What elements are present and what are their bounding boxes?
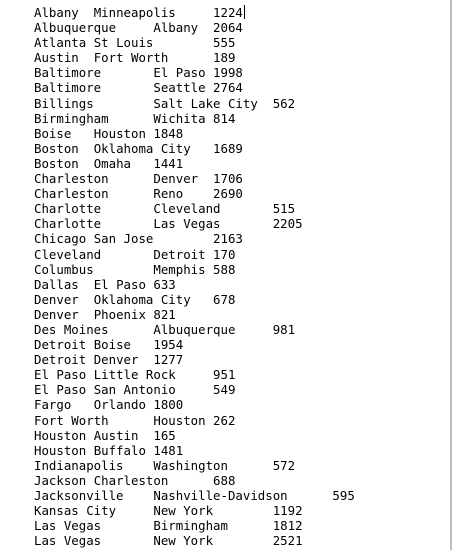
text-line[interactable]	[34, 277, 355, 292]
text-line-content: Albuquerque Albany 2064	[34, 20, 243, 36]
text-line-content: Kansas City New York 1192	[34, 503, 303, 519]
text-line-content: Austin Fort Worth 189	[34, 50, 236, 66]
text-line[interactable]	[34, 458, 355, 473]
text-line-content: El Paso San Antonio 549	[34, 382, 236, 398]
text-line-content: El Paso Little Rock 951	[34, 367, 236, 383]
text-line[interactable]	[34, 367, 355, 382]
text-line[interactable]	[34, 35, 355, 50]
text-line[interactable]	[34, 503, 355, 518]
text-line[interactable]	[34, 337, 355, 352]
text-line-content: Denver Oklahoma City 678	[34, 291, 236, 307]
text-line[interactable]	[34, 352, 355, 367]
text-line-content: Jacksonville Nashville-Davidson 595	[34, 488, 355, 503]
text-line[interactable]	[34, 216, 355, 231]
text-line-content: Chicago San Jose 2163	[34, 231, 243, 247]
text-line[interactable]	[34, 201, 355, 216]
text-line-content: Charlotte Las Vegas 2205	[34, 216, 303, 232]
text-line-content: Fort Worth Houston 262	[34, 412, 236, 428]
text-line-content: Las Vegas New York 2521	[34, 533, 303, 549]
text-line-content: Dallas El Paso 633	[34, 276, 176, 292]
text-line-content: Des Moines Albuquerque 981	[34, 321, 296, 337]
text-line[interactable]	[34, 488, 355, 503]
text-line[interactable]	[34, 518, 355, 533]
text-line-content: Baltimore Seattle 2764	[34, 80, 243, 96]
text-line[interactable]	[34, 533, 355, 548]
text-line[interactable]	[34, 382, 355, 397]
text-line-content: Billings Salt Lake City 562	[34, 95, 296, 111]
text-line-content: Baltimore El Paso 1998	[34, 65, 243, 81]
text-line[interactable]	[34, 111, 355, 126]
text-line[interactable]	[34, 292, 355, 307]
text-line-content: Jackson Charleston 688	[34, 472, 236, 488]
text-line[interactable]	[34, 80, 355, 95]
text-line-content: Fargo Orlando 1800	[34, 397, 184, 413]
text-line[interactable]	[34, 247, 355, 262]
text-line-content: Detroit Denver 1277	[34, 352, 184, 368]
text-line-content: Albany Minneapolis 1224	[34, 5, 243, 20]
text-line[interactable]	[34, 231, 355, 246]
text-line-content: Columbus Memphis 588	[34, 261, 236, 277]
text-line[interactable]	[34, 443, 355, 458]
text-line[interactable]	[34, 65, 355, 80]
text-line-content: Charlotte Cleveland 515	[34, 201, 296, 217]
text-line[interactable]	[34, 20, 355, 35]
text-line[interactable]	[34, 96, 355, 111]
text-line[interactable]	[34, 156, 355, 171]
text-line-content: Boise Houston 1848	[34, 125, 184, 141]
text-caret	[244, 5, 245, 19]
text-line[interactable]	[34, 397, 355, 412]
text-line-content: Charleston Denver 1706	[34, 171, 243, 187]
text-line-content: Detroit Boise 1954	[34, 337, 184, 353]
text-line-content: Birmingham Wichita 814	[34, 110, 236, 126]
text-line[interactable]	[34, 262, 355, 277]
text-line[interactable]	[34, 428, 355, 443]
text-content[interactable]	[34, 5, 355, 548]
text-line-content: Houston Austin 165	[34, 427, 176, 443]
text-line[interactable]	[34, 322, 355, 337]
text-line-content: Denver Phoenix 821	[34, 306, 176, 322]
text-line[interactable]	[34, 307, 355, 322]
text-line-content: Boston Oklahoma City 1689	[34, 140, 243, 156]
text-line-content: Cleveland Detroit 170	[34, 246, 236, 262]
text-line[interactable]	[34, 473, 355, 488]
text-line-content: Houston Buffalo 1481	[34, 442, 184, 458]
text-line[interactable]	[34, 141, 355, 156]
text-line-content: Las Vegas Birmingham 1812	[34, 518, 303, 534]
text-line-content: Boston Omaha 1441	[34, 155, 184, 171]
text-line-content: Charleston Reno 2690	[34, 186, 243, 202]
text-line-content: Indianapolis Washington 572	[34, 457, 296, 473]
text-line[interactable]	[34, 5, 355, 20]
text-line[interactable]	[34, 186, 355, 201]
text-line[interactable]	[34, 50, 355, 65]
text-line[interactable]	[34, 126, 355, 141]
text-line-content: Atlanta St Louis 555	[34, 35, 236, 51]
text-line[interactable]	[34, 413, 355, 428]
text-line[interactable]	[34, 171, 355, 186]
